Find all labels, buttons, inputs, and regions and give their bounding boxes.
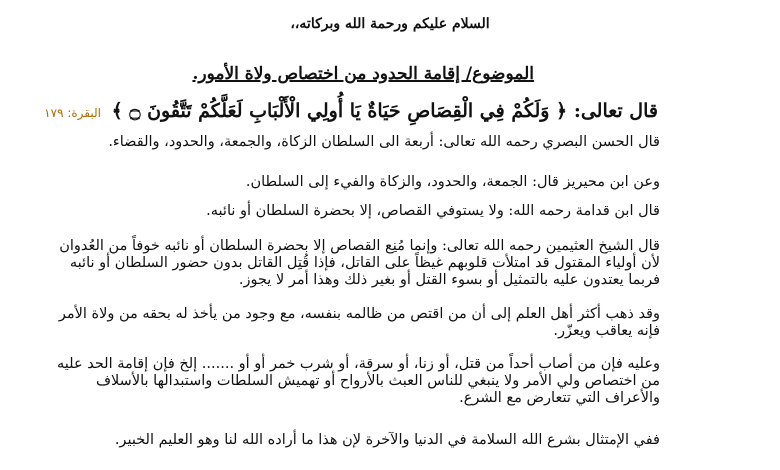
paragraph-ibn-muhayriz: وعن ابن محيريز قال: الجمعة، والحدود، والزكاة والفيء إلى السلطان. [245, 174, 660, 190]
verse-intro: قال تعالى: [573, 100, 658, 122]
paragraph-scholars: وقد ذهب أكثر أهل العلم إلى أن من اقتص من ظالمه بنفسه، مع وجود من يأخذ له بحقه من ولاة الأمر فإنه يعاقب ويعزّر. [58, 306, 660, 339]
paragraph-uthaymeen: قال الشيخ العثيمين رحمه الله تعالى: وإنما مُنِع القصاص إلا بحضرة السلطان أو نائبه خوفاً من العُدوان لأن أولياء المقتول قد امتلأت قلوبهم غيظاً على القاتل، فإذا قُتِل القاتل بدون حضور السلطان أو نائبه فربما يعتدون عليه بالتمثيل أو بسوء القتل أو بغير ذلك وهذا أمر لا يجوز. [59, 238, 660, 288]
subject-text: الموضوع/ إقامة الحدود من اختصاص ولاة الأمور. [192, 64, 534, 84]
paragraph-hasan-basri: قال الحسن البصري رحمه الله تعالى: أربعة الى السلطان الزكاة، والجمعة، والحدود، والقضاء. [108, 134, 660, 150]
subject-heading [192, 64, 534, 84]
verse-text: ﴿ وَلَكُمْ فِي الْقِصَاصِ حَيَاةٌ يَا أُولِي الْأَلْبَابِ لَعَلَّكُمْ تَتَّقُونَ ۝ ﴾ [111, 100, 568, 122]
paragraph-ibn-qudamah: قال ابن قدامة رحمه الله: ولا يستوفي القصاص، إلا بحضرة السلطان أو نائبه. [206, 203, 660, 219]
verse-reference: البقرة: ١٧٩ [44, 106, 101, 120]
quran-verse [44, 100, 658, 122]
paragraph-conclusion: وعليه فإن من أصاب أحداً من قتل، أو زنا، أو سرقة، أو شرب خمر أو أو ....... إلخ فإن إقامة الحد عليه من اختصاص ولي الأمر ولا ينبغي للناس العبث بالأرواح أو تهميش السلطات واستبدالها بالأسلاف والأعراف التي تتعارض مع الشرع. [57, 356, 660, 406]
greeting: السلام عليكم ورحمة الله وبركاته،، [290, 16, 490, 32]
paragraph-closing: ففي الإمتثال بشرع الله السلامة في الدنيا والآخرة لإن هذا ما أراده الله لنا وهو العليم الخبير. [114, 432, 660, 448]
